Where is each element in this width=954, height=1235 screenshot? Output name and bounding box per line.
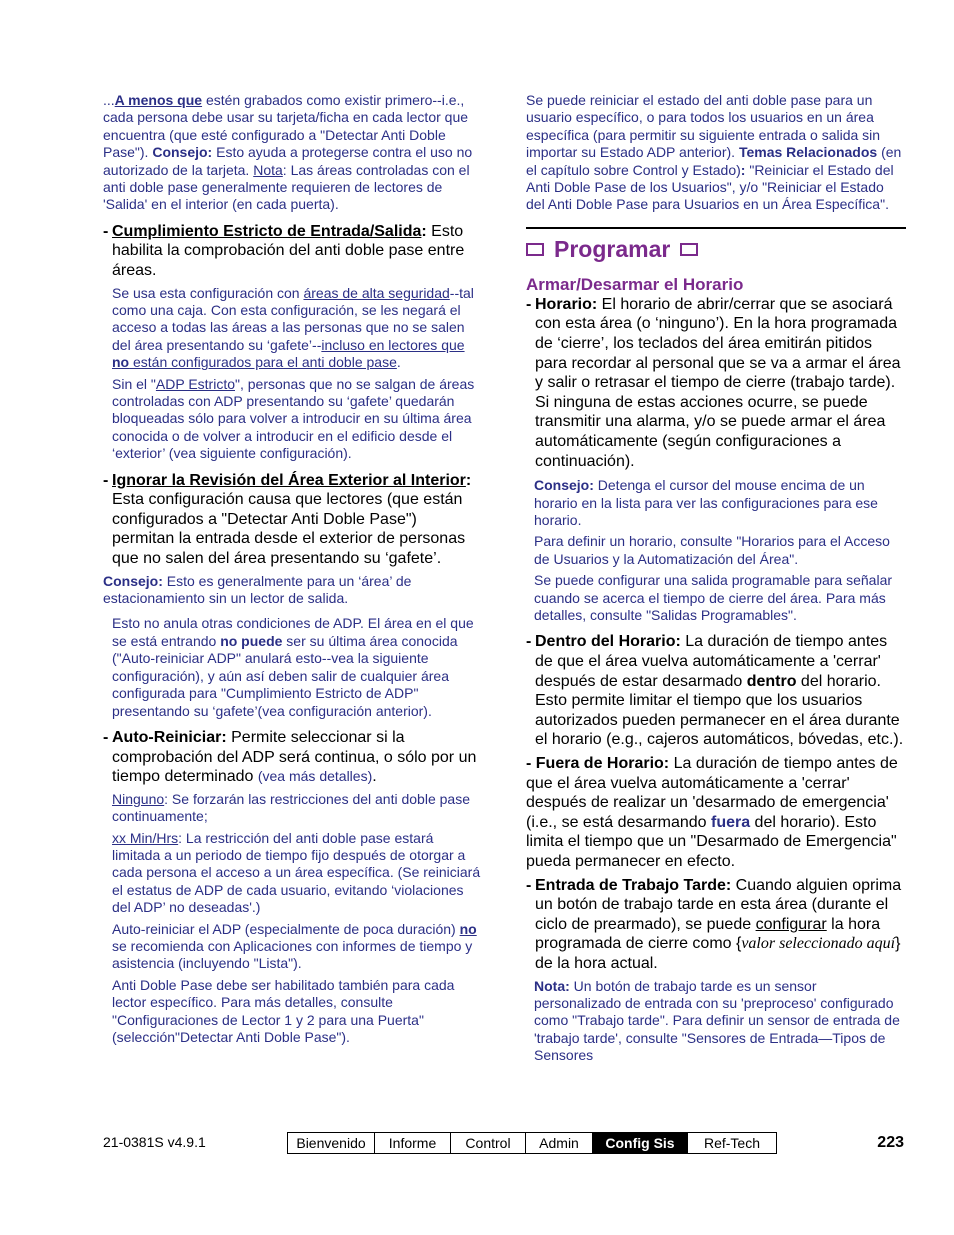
- min-hrs-text: : La restricción del anti doble pase estará limitada a un periodo de tiempo fijo después de otorgar a cada persona el acceso a un área específica. (Se reiniciará el estatus de ADP de cada usuario, evitando ‘violaciones del ADP’ no deseadas'.): [112, 829, 481, 916]
- section-box-icon: [526, 243, 544, 256]
- ignore-note: [112, 615, 481, 719]
- intro-prefix: ...: [103, 92, 115, 108]
- ignore-note-bold: no puede: [220, 632, 283, 649]
- intro-text-2: Esto ayuda a protegerse contra el uso no autorizado de la tarjeta.: [103, 144, 473, 178]
- late-work-item: [526, 876, 906, 974]
- ignore-tip: [103, 573, 481, 608]
- fuera-item: [526, 754, 906, 872]
- ignore-colon: :: [465, 471, 472, 489]
- ignore-tip-text: Esto es generalmente para un ‘área’ de estacionamiento sin un lector de salida.: [103, 572, 412, 607]
- late-note-label: Nota:: [534, 977, 570, 994]
- reset-a: Se puede reiniciar el estado del anti doble pase para un usuario específico, o para todos los usuarios en un área específica (para permitir su siguiente entrada o salida sin importar su Estado ADP anterior).: [526, 92, 881, 161]
- dentro-title: Dentro del Horario:: [535, 633, 681, 651]
- late-title: Entrada de Trabajo Tarde:: [535, 876, 732, 894]
- auto-reset-text: Permite seleccionar si la comprobación del ADP será continua, o sólo por un tiempo determinado: [112, 728, 477, 786]
- late-t2: la hora programada de cierre como {: [535, 915, 881, 953]
- horario-tip-text: Detenga el cursor del mouse encima de un horario en la lista para ver las configuraciones para ese horario.: [534, 477, 878, 528]
- configurar-link[interactable]: configurar: [755, 915, 827, 933]
- fuera-t2: del horario). Esto limita el tiempo que un "Desarmado de Emergencia" pueda permanecer en efecto.: [526, 813, 897, 870]
- timeatt-no: no: [459, 920, 477, 937]
- ignore-text: Esta configuración causa que lectores (que están configurados a "Detectar Anti Doble Pase") permitan la entrada desde el exterior de personas que no salen del área presentando su ‘gafete’.: [112, 491, 466, 568]
- strict-note-1-a: Se usa esta configuración con: [112, 284, 304, 301]
- nota-link[interactable]: Nota: [253, 161, 283, 178]
- even-readers-link-a: incluso en lectores que: [321, 336, 465, 353]
- high-security-areas-link[interactable]: áreas de alta seguridad: [303, 284, 450, 301]
- nav-tab-admin[interactable]: Admin: [526, 1133, 593, 1153]
- section-title-row: [526, 235, 906, 265]
- horario-text: El horario de abrir/cerrar que se asociará con esta área (o ‘ninguno’). En la hora programada de ‘cierre’, los teclados del área emitirán pitidos para recordar al personal que se va a armar el área y salir o retrasar el tiempo de cierre (trabajo tarde). Si ninguna de estas acciones ocurre, se puede transmitir una alarma, y/o se puede armar el área automáticamente (según configuraciones a continuación).: [535, 295, 901, 470]
- strict-note-1-c: .: [396, 354, 401, 371]
- strict-note-2: [112, 376, 481, 463]
- horario-note-1: Para definir un horario, consulte "Horarios para el Acceso de Usuarios y la Automatización del Área".: [534, 533, 890, 567]
- dentro-t2: del horario. Esto permite limitar el tiempo que los usuarios autorizados pueden permanecer en el área durante el horario (e.g., cajeros automáticos, bóvedas, etc.).: [535, 672, 904, 749]
- auto-reset-dot: .: [372, 768, 377, 786]
- fuera-t1: La duración de tiempo antes de que el área vuelva automáticamente a 'cerrar' después de realizar un 'desarmado de emergencia' (i.e., se está desarmando: [526, 755, 898, 831]
- horario-tip: [534, 477, 906, 529]
- strict-entry-exit-item: [103, 222, 481, 281]
- late-italic: valor seleccionado aquí: [741, 935, 896, 953]
- strict-text: Esto habilita la comprobación del anti doble pase entre áreas.: [112, 222, 465, 280]
- a-menos-que-link[interactable]: A menos que: [114, 92, 203, 108]
- auto-reset-item: [103, 728, 481, 787]
- nav-tab-control[interactable]: Control: [451, 1133, 526, 1153]
- ninguno-text: : Se forzarán las restricciones del anti doble pase continuamente;: [112, 790, 470, 825]
- intro-text-3: : Las áreas controladas con el anti doble pase generalmente requieren de lectores de 'Salida' en el interior (en cada puerta).: [103, 161, 470, 213]
- auto-reset-title: Auto-Reiniciar:: [112, 728, 227, 746]
- auto-note-timeatt: [112, 921, 481, 973]
- ninguno-link[interactable]: Ninguno: [112, 790, 165, 807]
- section-title: Programar: [554, 236, 671, 263]
- subsection-title: Armar/Desarmar el Horario: [526, 274, 744, 294]
- intro-paragraph: [103, 92, 481, 214]
- strict-note-1-b: --tal como una caja. Con esta configuración, se les negará el acceso a todas las áreas a las personas que no se salen del área presentando su ‘gafete’--: [112, 284, 474, 353]
- ignore-tip-label: Consejo:: [103, 572, 163, 589]
- nav-tab-bienvenido[interactable]: Bienvenido: [288, 1133, 375, 1153]
- auto-note-minhrs: [112, 830, 481, 917]
- section-header: [526, 227, 906, 265]
- doc-id: 21-0381S v4.9.1: [103, 1134, 206, 1150]
- ignore-note-b: ser su última área conocida ("Auto-reiniciar ADP" anulará esto--vea la siguiente configuración), y aún así deben salir de cualquier área configurada para "Cumplimiento Estricto de ADP" presentando su ‘gafete’(vea configuración anterior).: [112, 632, 458, 719]
- left-column: [103, 92, 481, 1046]
- horario-title: Horario:: [535, 295, 598, 313]
- footer: [103, 1132, 904, 1154]
- timeatt-a: Auto-reiniciar el ADP (especialmente de poca duración): [112, 920, 460, 937]
- auto-reset-more: (vea más detalles): [257, 768, 373, 785]
- strict-entry-exit-title: Cumplimiento Estricto de Entrada/Salida: [112, 222, 422, 240]
- reset-colon: :: [740, 161, 746, 178]
- reset-paragraph: [526, 92, 906, 214]
- adp-estricto-link[interactable]: ADP Estricto: [155, 375, 235, 392]
- strict-note-1: [112, 285, 481, 372]
- horario-note-2: Se puede configurar una salida programable para señalar cuando se acerca el tiempo de cierre del área. Para más detalles, consulte "Salidas Programables".: [534, 572, 893, 624]
- auto-note-ninguno: [112, 791, 481, 826]
- nav-tab-ref-tech[interactable]: Ref-Tech: [703, 1135, 761, 1151]
- auto-note-reader: Anti Doble Pase debe ser habilitado también para cada lector específico. Para más detalles, consulte "Configuraciones de Lector 1 y 2 para una Puerta" (selección"Detectar Anti Doble Pase").: [112, 976, 455, 1045]
- strict-note-2-b: ", personas que no se salgan de áreas controladas con ADP presentando su ‘gafete’ quedarán bloqueadas sólo para volver a introducir en su última área conocida o de volver a introducir en el edificio desde el ‘exterior’ (vea siguiente configuración).: [112, 375, 475, 462]
- tip-label: Consejo:: [152, 144, 213, 161]
- dentro-item: [526, 632, 906, 750]
- page-number: 223: [877, 1134, 904, 1151]
- strict-colon: :: [421, 222, 427, 240]
- reset-b: (en el capítulo sobre Control y Estado): [526, 144, 902, 178]
- fuera-title: - Fuera de Horario:: [526, 755, 670, 772]
- nav-tab-informe[interactable]: Informe: [375, 1133, 451, 1153]
- timeatt-b: se recomienda con Aplicaciones con informes de tiempo y asistencia (incluyendo "Lista").: [112, 937, 473, 972]
- even-readers-link-b: están configurados para el anti doble pase: [129, 354, 397, 371]
- intro-text-1: estén grabados como existir primero--i.e., cada persona debe usar su tarjeta/ficha en cada lector que encuentra (que esté configurado a "Detectar Anti Doble Pase").: [103, 92, 469, 161]
- horario-tip-label: Consejo:: [534, 477, 594, 494]
- late-note-text: Un botón de trabajo tarde es un sensor personalizado de entrada con su 'preproceso' configurado como "Trabajo tarde". Para definir un sensor de entrada de 'trabajo tarde', consulte "Sensores de Entrada—Tipos de Sensores: [534, 977, 900, 1064]
- fuera-bold: fuera: [710, 813, 751, 831]
- related-topics-label: Temas Relacionados: [738, 144, 878, 161]
- ignore-exterior-title: Ignorar la Revisión del Área Exterior al Interior: [112, 471, 466, 489]
- ignore-note-a: Esto no anula otras condiciones de ADP. El área en el que se está entrando: [112, 615, 474, 649]
- horario-item: [526, 295, 906, 471]
- min-hrs-link[interactable]: xx Min/Hrs: [112, 829, 179, 846]
- ignore-exterior-item: [103, 471, 481, 569]
- nav-tab-config-sis[interactable]: Config Sis: [593, 1133, 688, 1153]
- late-t3: } de la hora actual.: [535, 935, 901, 972]
- late-t1: Cuando alguien oprima un botón de trabajo tarde en esta área (durante el ciclo de prearmado), se puede: [535, 876, 902, 933]
- section-box-icon: [680, 243, 698, 256]
- even-readers-no: no: [112, 354, 130, 371]
- reset-c: "Reiniciar el Estado del Anti Doble Pase de los Usuarios", y/o "Reiniciar el Estado del Anti Doble Pase para Usuarios en un Área Específica".: [526, 161, 894, 213]
- dentro-bold: dentro: [746, 672, 797, 690]
- late-note: [534, 978, 906, 1065]
- strict-note-2-a: Sin el ": [112, 375, 156, 392]
- right-column: [526, 92, 906, 1065]
- dentro-t1: La duración de tiempo antes de que el área vuelva automáticamente a 'cerrar' después de estar desarmado: [535, 633, 888, 690]
- footer-nav: [287, 1132, 777, 1154]
